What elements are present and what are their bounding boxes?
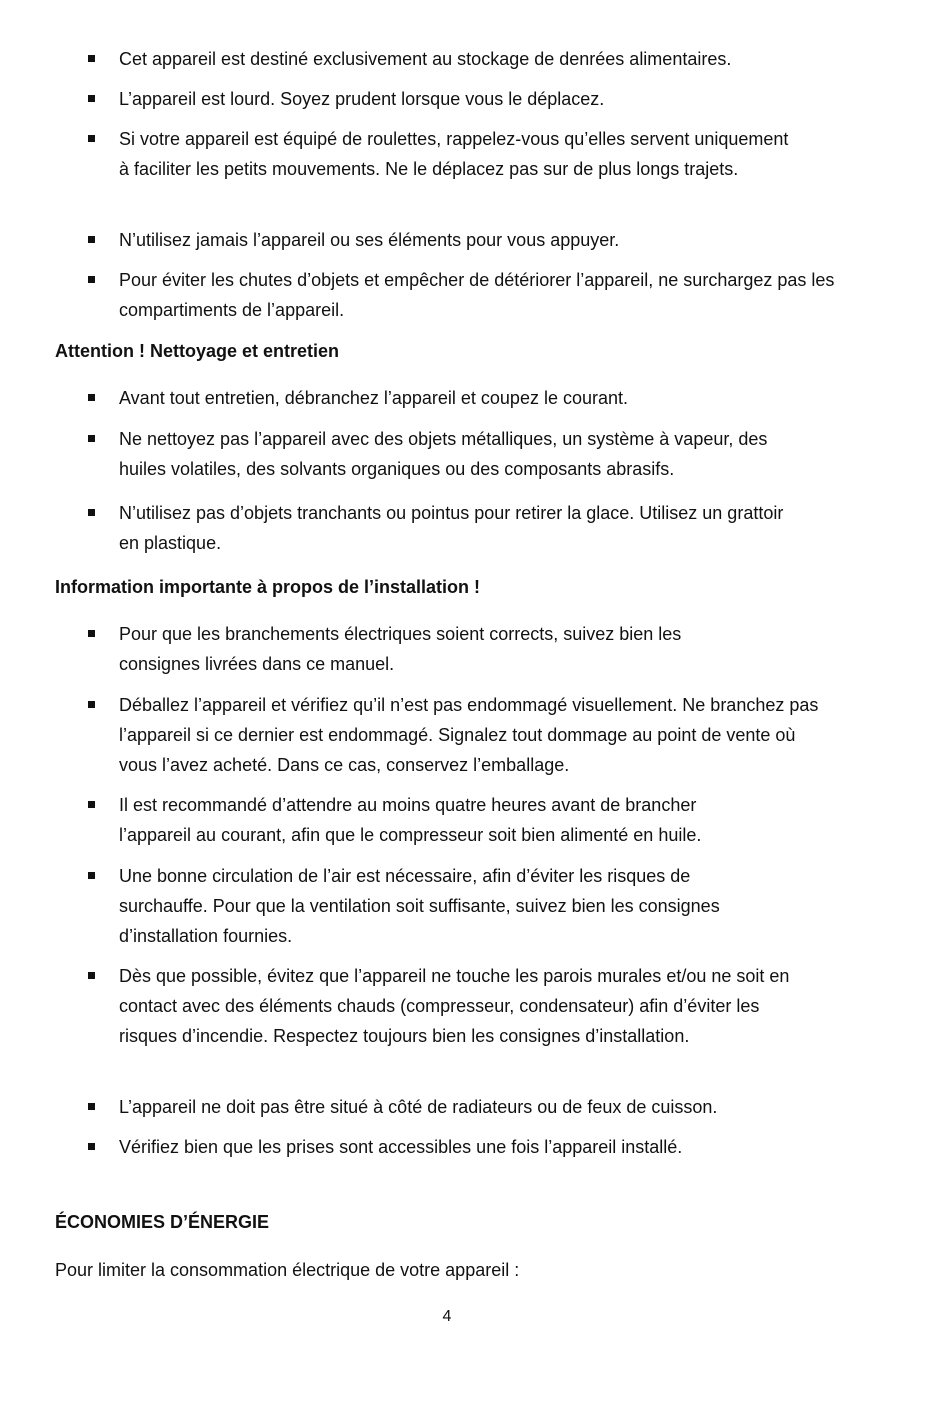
square-bullet-icon: [88, 276, 95, 283]
square-bullet-icon: [88, 872, 95, 879]
square-bullet-icon: [88, 801, 95, 808]
list-item-text: Si votre appareil est équipé de roulettes, rappelez-vous qu’elles servent uniquement à faciliter les petits mouvements. Ne le déplacez pas sur de plus longs trajets.: [119, 129, 789, 179]
square-bullet-icon: [88, 236, 95, 243]
square-bullet-icon: [88, 701, 95, 708]
list-item-text: Pour que les branchements électriques soient corrects, suivez bien les consignes livrées dans ce manuel.: [119, 624, 682, 674]
square-bullet-icon: [88, 1143, 95, 1150]
square-bullet-icon: [88, 135, 95, 142]
square-bullet-icon: [88, 630, 95, 637]
energy-intro-paragraph: Pour limiter la consommation électrique de votre appareil :: [55, 1260, 520, 1280]
square-bullet-icon: [88, 509, 95, 516]
list-item-text: Déballez l’appareil et vérifiez qu’il n’est pas endommagé visuellement. Ne branchez pas l’appareil si ce dernier est endommagé. Signalez tout dommage au point de vente où vous l’avez acheté. Dans ce cas, conservez l’emballage.: [119, 695, 819, 775]
list-item-text: Avant tout entretien, débranchez l’appareil et coupez le courant.: [119, 388, 629, 408]
square-bullet-icon: [88, 435, 95, 442]
square-bullet-icon: [88, 972, 95, 979]
square-bullet-icon: [88, 55, 95, 62]
square-bullet-icon: [88, 394, 95, 401]
section-heading-cleaning: Attention ! Nettoyage et entretien: [55, 341, 340, 361]
list-item-text: Dès que possible, évitez que l’appareil ne touche les parois murales et/ou ne soit en contact avec des éléments chauds (compresseur, condensateur) afin d’éviter les risques d’incendie. Respectez toujours bien les consignes d’installation.: [119, 966, 790, 1046]
square-bullet-icon: [88, 1103, 95, 1110]
list-item-text: L’appareil ne doit pas être situé à côté de radiateurs ou de feux de cuisson.: [119, 1097, 718, 1117]
list-item-text: L’appareil est lourd. Soyez prudent lorsque vous le déplacez.: [119, 89, 605, 109]
list-item-text: N’utilisez jamais l’appareil ou ses éléments pour vous appuyer.: [119, 230, 620, 250]
list-item-text: N’utilisez pas d’objets tranchants ou pointus pour retirer la glace. Utilisez un grattoir en plastique.: [119, 503, 784, 553]
section-heading-installation: Information importante à propos de l’installation !: [55, 577, 481, 597]
list-item-text: Vérifiez bien que les prises sont accessibles une fois l’appareil installé.: [119, 1137, 683, 1157]
list-item-text: Ne nettoyez pas l’appareil avec des objets métalliques, un système à vapeur, des huiles volatiles, des solvants organiques ou des composants abrasifs.: [119, 429, 768, 479]
page-number: 4: [442, 1308, 452, 1325]
section-heading-energy: ÉCONOMIES D’ÉNERGIE: [55, 1212, 270, 1232]
list-item-text: Pour éviter les chutes d’objets et empêcher de détériorer l’appareil, ne surchargez pas les compartiments de l’appareil.: [119, 270, 835, 320]
list-item-text: Cet appareil est destiné exclusivement au stockage de denrées alimentaires.: [119, 49, 732, 69]
list-item-text: Il est recommandé d’attendre au moins quatre heures avant de brancher l’appareil au courant, afin que le compresseur soit bien alimenté en huile.: [119, 795, 702, 845]
square-bullet-icon: [88, 95, 95, 102]
list-item-text: Une bonne circulation de l’air est nécessaire, afin d’éviter les risques de surchauffe. Pour que la ventilation soit suffisante, suivez bien les consignes d’installation fournies.: [119, 866, 720, 946]
